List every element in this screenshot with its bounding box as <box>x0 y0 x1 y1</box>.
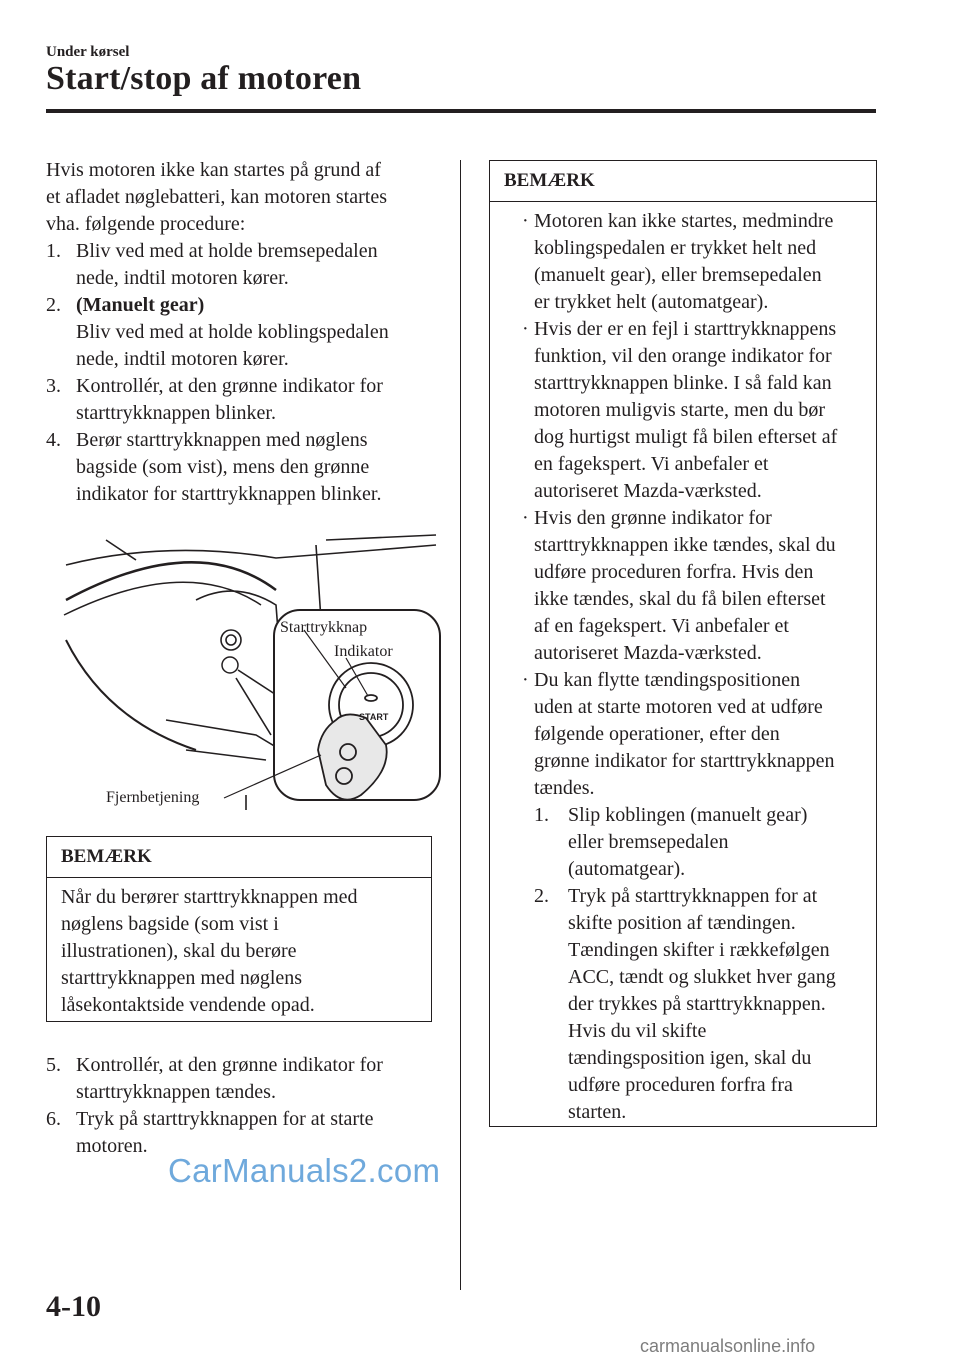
step-number: 5. <box>46 1054 61 1076</box>
note-box-right <box>489 160 877 1127</box>
illustration-start-button <box>46 520 446 815</box>
bullet-line: funktion, vil den orange indikator for <box>534 345 832 367</box>
substep-line: starten. <box>568 1101 627 1123</box>
step-2 <box>46 292 438 373</box>
intro-line: Hvis motoren ikke kan startes på grund af <box>46 159 381 181</box>
bullet-line: tændes. <box>534 777 595 799</box>
bullet-dot: · <box>522 210 529 232</box>
section-label: Under kørsel <box>46 44 130 60</box>
bullet-line: Du kan flytte tændingspositionen <box>534 669 801 691</box>
substep-line: tændingsposition igen, skal du <box>568 1047 812 1069</box>
page-title: Start/stop af motoren <box>46 60 362 97</box>
note-line: illustrationen), skal du berøre <box>61 940 297 962</box>
substep-line: Tændingen skifter i rækkefølgen <box>568 939 830 961</box>
dashboard-line <box>326 535 436 540</box>
step-line: indikator for starttrykknappen blinker. <box>76 483 382 505</box>
gauge-circle <box>221 630 241 650</box>
bullet-line: grønne indikator for starttrykknappen <box>534 750 835 772</box>
bullet-line: koblingspedalen er trykket helt ned <box>534 237 817 259</box>
substep-line: eller bremsepedalen <box>568 831 729 853</box>
label-fjernbetjening: Fjernbetjening <box>106 789 200 806</box>
substep-line: (automatgear). <box>568 858 686 880</box>
note-line: Når du berører starttrykknappen med <box>61 886 358 908</box>
bullet-line: en fagekspert. Vi anbefaler et <box>534 453 769 475</box>
bullet-line: er trykket helt (automatgear). <box>534 291 769 313</box>
bullet-line: ikke tændes, skal du få bilen efterset <box>534 588 826 610</box>
step-heading: (Manuelt gear) <box>76 294 205 316</box>
step-line: Kontrollér, at den grønne indikator for <box>76 375 383 397</box>
note-substep-2 <box>504 883 862 1126</box>
small-button-circle <box>222 657 238 673</box>
cluster-hood <box>196 591 281 670</box>
dashboard-line <box>66 545 436 565</box>
bullet-line: starttrykknappen ikke tændes, skal du <box>534 534 836 556</box>
bullet-dot: · <box>522 318 529 340</box>
zoom-line <box>236 678 271 735</box>
step-number: 3. <box>46 375 61 397</box>
substep-line: Slip koblingen (manuelt gear) <box>568 804 808 826</box>
step-1 <box>46 238 438 292</box>
note-box-left <box>46 836 432 1022</box>
note-body <box>490 202 876 1134</box>
note-body <box>47 878 431 1027</box>
bullet-line: af en fagekspert. Vi anbefaler et <box>534 615 789 637</box>
bullet-line: Hvis der er en fejl i starttrykknappens <box>534 318 837 340</box>
step-line: motoren. <box>76 1135 148 1157</box>
step-line: Bliv ved med at holde koblingspedalen <box>76 321 389 343</box>
substep-line: Tryk på starttrykknappen for at <box>568 885 818 907</box>
dashboard-illustration <box>46 520 446 815</box>
step-line: Bliv ved med at holde bremsepedalen <box>76 240 378 262</box>
substep-line: udføre proceduren forfra fra <box>568 1074 793 1096</box>
intro-line: et afladet nøglebatteri, kan motoren startes <box>46 186 387 208</box>
steering-wheel-rim <box>66 562 276 600</box>
page-number: 4-10 <box>46 1290 101 1323</box>
note-heading: BEMÆRK <box>490 161 876 202</box>
substep-number: 1. <box>534 804 549 826</box>
step-line: starttrykknappen tændes. <box>76 1081 276 1103</box>
bullet-line: (manuelt gear), eller bremsepedalen <box>534 264 822 286</box>
note-bullet-3 <box>504 505 862 667</box>
bullet-line: motoren muligvis starte, men du bør <box>534 399 826 421</box>
bullet-line: starttrykknappen blinke. I så fald kan <box>534 372 832 394</box>
note-line: nøglens bagside (som vist i <box>61 913 279 935</box>
left-column-top <box>46 157 438 508</box>
bullet-line: dog hurtigst muligt få bilen efterset af <box>534 426 838 448</box>
step-number: 4. <box>46 429 61 451</box>
note-line: starttrykknappen med nøglens <box>61 967 303 989</box>
note-heading: BEMÆRK <box>47 837 431 878</box>
bullet-line: udføre proceduren forfra. Hvis den <box>534 561 814 583</box>
bullet-line: Motoren kan ikke startes, medmindre <box>534 210 834 232</box>
step-line: Berør starttrykknappen med nøglens <box>76 429 368 451</box>
bullet-dot: · <box>522 507 529 529</box>
note-bullet-1 <box>504 208 862 316</box>
step-line: starttrykknappen blinker. <box>76 402 276 424</box>
step-line: nede, indtil motoren kører. <box>76 267 289 289</box>
bullet-line: uden at starte motoren ved at udføre <box>534 696 823 718</box>
note-bullet-2 <box>504 316 862 505</box>
substep-line: Hvis du vil skifte <box>568 1020 707 1042</box>
substep-line: ACC, tændt og slukket hver gang <box>568 966 836 988</box>
dash-edge <box>186 750 266 760</box>
step-line: bagside (som vist), mens den grønne <box>76 456 370 478</box>
note-substep-1 <box>504 802 862 883</box>
step-line: Kontrollér, at den grønne indikator for <box>76 1054 383 1076</box>
substep-line: der trykkes på starttrykknappen. <box>568 993 826 1015</box>
label-indikator: Indikator <box>334 643 393 660</box>
bullet-line: Hvis den grønne indikator for <box>534 507 772 529</box>
gauge-center <box>226 635 236 645</box>
steering-wheel-rim <box>66 640 196 750</box>
substep-number: 2. <box>534 885 549 907</box>
substep-line: skifte position af tændingen. <box>568 912 796 934</box>
watermark-carmanualsonline: carmanualsonline.info <box>640 1336 816 1356</box>
step-line: nede, indtil motoren kører. <box>76 348 289 370</box>
title-rule <box>46 109 876 113</box>
left-column-bottom <box>46 1052 438 1160</box>
step-number: 2. <box>46 294 61 316</box>
intro-line: vha. følgende procedure: <box>46 213 246 235</box>
step-number: 6. <box>46 1108 61 1130</box>
bullet-dot: · <box>522 669 529 691</box>
step-4 <box>46 427 438 508</box>
note-line: låsekontaktside vendende opad. <box>61 994 315 1016</box>
bullet-line: autoriseret Mazda-værksted. <box>534 642 762 664</box>
watermark-carmanuals2: CarManuals2.com <box>168 1152 441 1189</box>
step-number: 1. <box>46 240 61 262</box>
label-start: START <box>359 712 389 722</box>
step-line: Tryk på starttrykknappen for at starte <box>76 1108 374 1130</box>
bullet-line: autoriseret Mazda-værksted. <box>534 480 762 502</box>
label-starttrykknap: Starttrykknap <box>280 619 368 636</box>
note-bullet-4 <box>504 667 862 802</box>
step-5 <box>46 1052 438 1106</box>
bullet-line: følgende operationer, efter den <box>534 723 780 745</box>
step-3 <box>46 373 438 427</box>
dashboard-line <box>106 540 136 560</box>
column-divider <box>460 160 461 1290</box>
